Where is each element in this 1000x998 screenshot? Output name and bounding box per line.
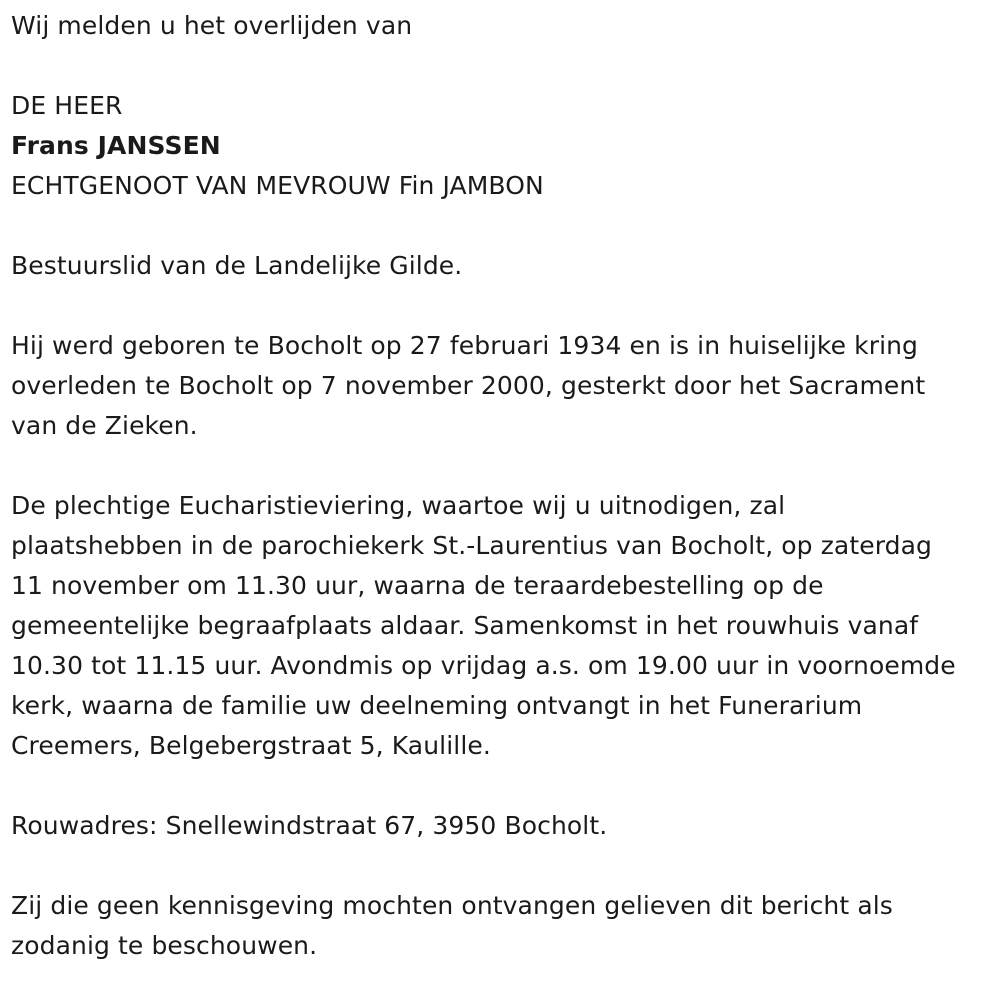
spacer xyxy=(11,46,996,86)
spacer xyxy=(11,446,996,486)
ceremony-line: kerk, waarna de familie uw deelneming ontvangt in het Funerarium xyxy=(11,691,863,720)
honorific: DE HEER xyxy=(11,91,123,120)
spacer xyxy=(11,846,996,886)
spacer xyxy=(11,286,996,326)
role-line: Bestuurslid van de Landelijke Gilde. xyxy=(11,251,463,280)
intro-line: Wij melden u het overlijden van xyxy=(11,11,413,40)
spacer xyxy=(11,206,996,246)
mourning-address: Rouwadres: Snellewindstraat 67, 3950 Bocholt. xyxy=(11,811,608,840)
closing-line: Zij die geen kennisgeving mochten ontvangen gelieven dit bericht als xyxy=(11,891,893,920)
ceremony-line: De plechtige Eucharistieviering, waartoe wij u uitnodigen, zal xyxy=(11,491,786,520)
deceased-name: Frans JANSSEN xyxy=(11,131,221,160)
spacer xyxy=(11,766,996,806)
ceremony-line: Creemers, Belgebergstraat 5, Kaulille. xyxy=(11,731,491,760)
closing-paragraph xyxy=(11,886,996,966)
death-line: Hij werd geboren te Bocholt op 27 februari 1934 en is in huiselijke kring xyxy=(11,331,919,360)
death-line: van de Zieken. xyxy=(11,411,198,440)
ceremony-paragraph xyxy=(11,486,996,766)
closing-line: zodanig te beschouwen. xyxy=(11,931,318,960)
death-line: overleden te Bocholt op 7 november 2000, gesterkt door het Sacrament xyxy=(11,371,926,400)
ceremony-line: 10.30 tot 11.15 uur. Avondmis op vrijdag a.s. om 19.00 uur in voornoemde xyxy=(11,651,956,680)
ceremony-line: plaatshebben in de parochiekerk St.-Laurentius van Bocholt, op zaterdag xyxy=(11,531,933,560)
death-paragraph xyxy=(11,326,996,446)
ceremony-line: 11 november om 11.30 uur, waarna de teraardebestelling op de xyxy=(11,571,824,600)
ceremony-line: gemeentelijke begraafplaats aldaar. Samenkomst in het rouwhuis vanaf xyxy=(11,611,919,640)
spouse-line: ECHTGENOOT VAN MEVROUW Fin JAMBON xyxy=(11,171,544,200)
death-notice xyxy=(11,6,996,966)
